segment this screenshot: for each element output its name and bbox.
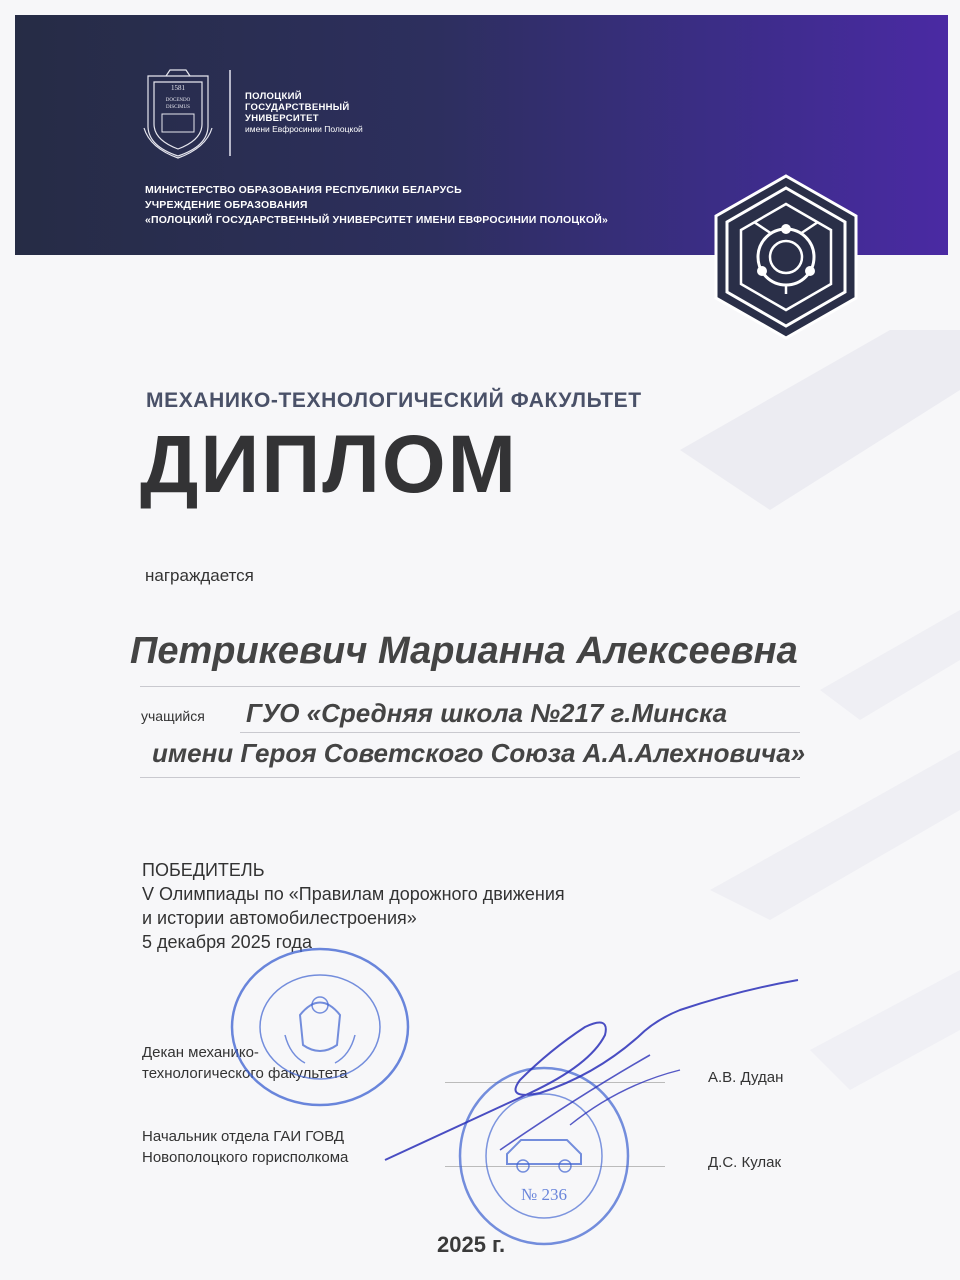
signatory-title <box>142 1126 348 1168</box>
achievement-line: V Олимпиады по «Правилам дорожного движения <box>142 884 565 904</box>
underline <box>240 732 800 733</box>
ministry-line: «ПОЛОЦКИЙ ГОСУДАРСТВЕННЫЙ УНИВЕРСИТЕТ ИМЕНИ ЕВФРОСИНИИ ПОЛОЦКОЙ» <box>145 214 609 226</box>
emblem-motto-1: DOCENDO <box>165 98 191 103</box>
recipient-name: Петрикевич Марианна Алексеевна <box>130 630 798 672</box>
achievement-line: ПОБЕДИТЕЛЬ <box>142 860 265 880</box>
school-name-line-1: ГУО «Средняя школа №217 г.Минска <box>246 698 728 728</box>
signatory-title-line: технологического факультета <box>142 1065 348 1082</box>
student-label: учащийся <box>141 708 205 724</box>
school-name-line-2: имени Героя Советского Союза А.А.Алехновича» <box>152 738 806 768</box>
university-name-line: УНИВЕРСИТЕТ <box>245 113 319 124</box>
university-name-line: ГОСУДАРСТВЕННЫЙ <box>245 102 350 113</box>
stamp-number: № 236 <box>521 1185 567 1204</box>
handwritten-signature <box>380 975 800 1175</box>
achievement-date: 5 декабря 2025 года <box>142 932 313 952</box>
emblem-motto-2: DISCIMUS <box>166 105 190 110</box>
signatory-title-line: Начальник отдела ГАИ ГОВД <box>142 1128 345 1145</box>
achievement-text <box>142 858 565 954</box>
signatory-name: Д.С. Кулак <box>708 1154 782 1171</box>
issue-year: 2025 г. <box>437 1232 506 1257</box>
underline <box>140 686 800 687</box>
signatory-title-line: Декан механико- <box>142 1044 259 1061</box>
achievement-line: и истории автомобилестроения» <box>142 908 417 928</box>
university-name-line: ПОЛОЦКИЙ <box>245 91 302 102</box>
header-divider <box>229 70 231 156</box>
signatory-title-line: Новополоцкого горисполкома <box>142 1149 349 1166</box>
awarded-label: награждается <box>145 566 254 585</box>
university-name-sub: имени Евфросинии Полоцкой <box>245 124 363 134</box>
underline <box>140 777 800 778</box>
ministry-line: УЧРЕЖДЕНИЕ ОБРАЗОВАНИЯ <box>145 199 308 211</box>
emblem-year: 1581 <box>171 84 185 92</box>
ministry-text <box>145 183 608 228</box>
university-emblem-icon <box>140 68 216 160</box>
faculty-name: МЕХАНИКО-ТЕХНОЛОГИЧЕСКИЙ ФАКУЛЬТЕТ <box>146 389 642 412</box>
signatory-name: А.В. Дудан <box>708 1069 784 1086</box>
university-name <box>245 91 363 135</box>
faculty-emblem-icon <box>714 174 858 340</box>
ministry-line: МИНИСТЕРСТВО ОБРАЗОВАНИЯ РЕСПУБЛИКИ БЕЛАРУСЬ <box>145 184 462 196</box>
document-title: ДИПЛОМ <box>140 419 518 510</box>
